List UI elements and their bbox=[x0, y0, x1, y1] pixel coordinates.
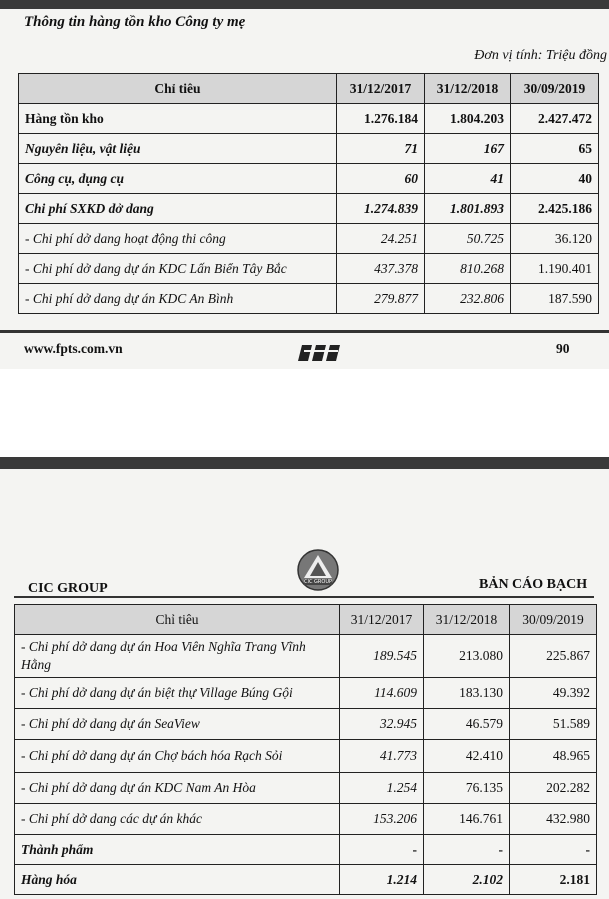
cell-2019: 187.590 bbox=[511, 284, 599, 314]
table-row bbox=[15, 865, 597, 895]
cell-2018: 146.761 bbox=[424, 804, 510, 835]
row-label: Chi phí SXKD dở dang bbox=[19, 194, 337, 224]
unit-note: Đơn vị tính: Triệu đồng bbox=[474, 48, 607, 63]
cell-2017: 60 bbox=[337, 164, 425, 194]
cell-2019: 2.181 bbox=[510, 865, 597, 895]
page-number: 90 bbox=[556, 341, 570, 356]
inventory-table-top bbox=[18, 73, 599, 314]
cell-2019: 40 bbox=[511, 164, 599, 194]
cell-2017: 153.206 bbox=[340, 804, 424, 835]
cell-2019: 2.425.186 bbox=[511, 194, 599, 224]
header-2018: 31/12/2018 bbox=[425, 74, 511, 104]
cell-2017: 279.877 bbox=[337, 284, 425, 314]
header-2017: 31/12/2017 bbox=[340, 605, 424, 635]
table-row bbox=[15, 709, 597, 740]
row-label: - Chi phí dở dang các dự án khác bbox=[15, 804, 340, 835]
cell-2018: 2.102 bbox=[424, 865, 510, 895]
cell-2018: 167 bbox=[425, 134, 511, 164]
cell-2017: 1.254 bbox=[340, 773, 424, 804]
cell-2019: 225.867 bbox=[510, 635, 597, 678]
header-indicator: Chỉ tiêu bbox=[19, 74, 337, 104]
cic-logo-icon bbox=[296, 548, 340, 597]
table-row bbox=[19, 224, 599, 254]
cell-2017: 437.378 bbox=[337, 254, 425, 284]
cell-2018: 42.410 bbox=[424, 740, 510, 773]
row-label: Hàng hóa bbox=[15, 865, 340, 895]
cell-2019: 65 bbox=[511, 134, 599, 164]
cell-2018: - bbox=[424, 835, 510, 865]
cell-2018: 232.806 bbox=[425, 284, 511, 314]
table-row bbox=[19, 104, 599, 134]
cic-logo-label: CIC GROUP bbox=[304, 579, 333, 585]
row-label: Công cụ, dụng cụ bbox=[19, 164, 337, 194]
cell-2018: 50.725 bbox=[425, 224, 511, 254]
header-indicator: Chỉ tiêu bbox=[15, 605, 340, 635]
row-label: Thành phẩm bbox=[15, 835, 340, 865]
row-label: - Chi phí dở dang dự án biệt thự Village Búng Gội bbox=[15, 678, 340, 709]
section-title: Thông tin hàng tồn kho Công ty mẹ bbox=[24, 14, 246, 30]
cell-2019: 2.427.472 bbox=[511, 104, 599, 134]
row-label: Nguyên liệu, vật liệu bbox=[19, 134, 337, 164]
cell-2018: 1.801.893 bbox=[425, 194, 511, 224]
cell-2017: 1.276.184 bbox=[337, 104, 425, 134]
header-2017: 31/12/2017 bbox=[337, 74, 425, 104]
table-row bbox=[15, 835, 597, 865]
table-row bbox=[15, 678, 597, 709]
company-name: CIC GROUP bbox=[28, 581, 108, 596]
cell-2019: 1.190.401 bbox=[511, 254, 599, 284]
cell-2017: 41.773 bbox=[340, 740, 424, 773]
row-label: - Chi phí dở dang dự án KDC An Bình bbox=[19, 284, 337, 314]
table-header-row bbox=[19, 74, 599, 104]
cell-2017: 114.609 bbox=[340, 678, 424, 709]
scan-edge-middle bbox=[0, 457, 609, 469]
cell-2018: 46.579 bbox=[424, 709, 510, 740]
table-row bbox=[15, 773, 597, 804]
cell-2017: 24.251 bbox=[337, 224, 425, 254]
table-row bbox=[15, 740, 597, 773]
row-label: - Chi phí dở dang dự án Chợ bách hóa Rạch Sỏi bbox=[15, 740, 340, 773]
cell-2017: 189.545 bbox=[340, 635, 424, 678]
cell-2018: 41 bbox=[425, 164, 511, 194]
document-title: BẢN CÁO BẠCH bbox=[479, 577, 588, 592]
cell-2018: 213.080 bbox=[424, 635, 510, 678]
cell-2017: 1.274.839 bbox=[337, 194, 425, 224]
cell-2019: 432.980 bbox=[510, 804, 597, 835]
row-label: - Chi phí dở dang dự án KDC Lấn Biển Tây Bắc bbox=[19, 254, 337, 284]
cell-2019: 51.589 bbox=[510, 709, 597, 740]
row-label: - Chi phí dở dang hoạt động thi công bbox=[19, 224, 337, 254]
cell-2018: 183.130 bbox=[424, 678, 510, 709]
table-row bbox=[19, 164, 599, 194]
footer-rule bbox=[0, 330, 609, 333]
table-row bbox=[19, 194, 599, 224]
header-rule bbox=[14, 596, 594, 598]
cell-2017: 71 bbox=[337, 134, 425, 164]
cell-2017: - bbox=[340, 835, 424, 865]
cell-2017: 32.945 bbox=[340, 709, 424, 740]
table-header-row bbox=[15, 605, 597, 635]
fpts-logo-icon bbox=[296, 343, 344, 368]
page-gap bbox=[0, 369, 609, 457]
cell-2018: 76.135 bbox=[424, 773, 510, 804]
table-row bbox=[15, 635, 597, 678]
row-label: - Chi phí dở dang dự án KDC Nam An Hòa bbox=[15, 773, 340, 804]
cell-2019: 36.120 bbox=[511, 224, 599, 254]
row-label: - Chi phí dở dang dự án SeaView bbox=[15, 709, 340, 740]
scan-edge-top bbox=[0, 0, 609, 9]
footer-url: www.fpts.com.vn bbox=[24, 341, 123, 356]
cell-2017: 1.214 bbox=[340, 865, 424, 895]
cell-2019: 49.392 bbox=[510, 678, 597, 709]
cell-2019: - bbox=[510, 835, 597, 865]
header-2018: 31/12/2018 bbox=[424, 605, 510, 635]
table-row bbox=[15, 804, 597, 835]
table-row bbox=[19, 134, 599, 164]
row-label: - Chi phí dở dang dự án Hoa Viên Nghĩa Trang Vĩnh Hằng bbox=[15, 635, 340, 678]
cell-2018: 810.268 bbox=[425, 254, 511, 284]
table-row bbox=[19, 254, 599, 284]
row-label: Hàng tồn kho bbox=[19, 104, 337, 134]
cell-2018: 1.804.203 bbox=[425, 104, 511, 134]
cell-2019: 202.282 bbox=[510, 773, 597, 804]
header-2019: 30/09/2019 bbox=[511, 74, 599, 104]
inventory-table-bottom bbox=[14, 604, 597, 895]
cell-2019: 48.965 bbox=[510, 740, 597, 773]
header-2019: 30/09/2019 bbox=[510, 605, 597, 635]
table-row bbox=[19, 284, 599, 314]
